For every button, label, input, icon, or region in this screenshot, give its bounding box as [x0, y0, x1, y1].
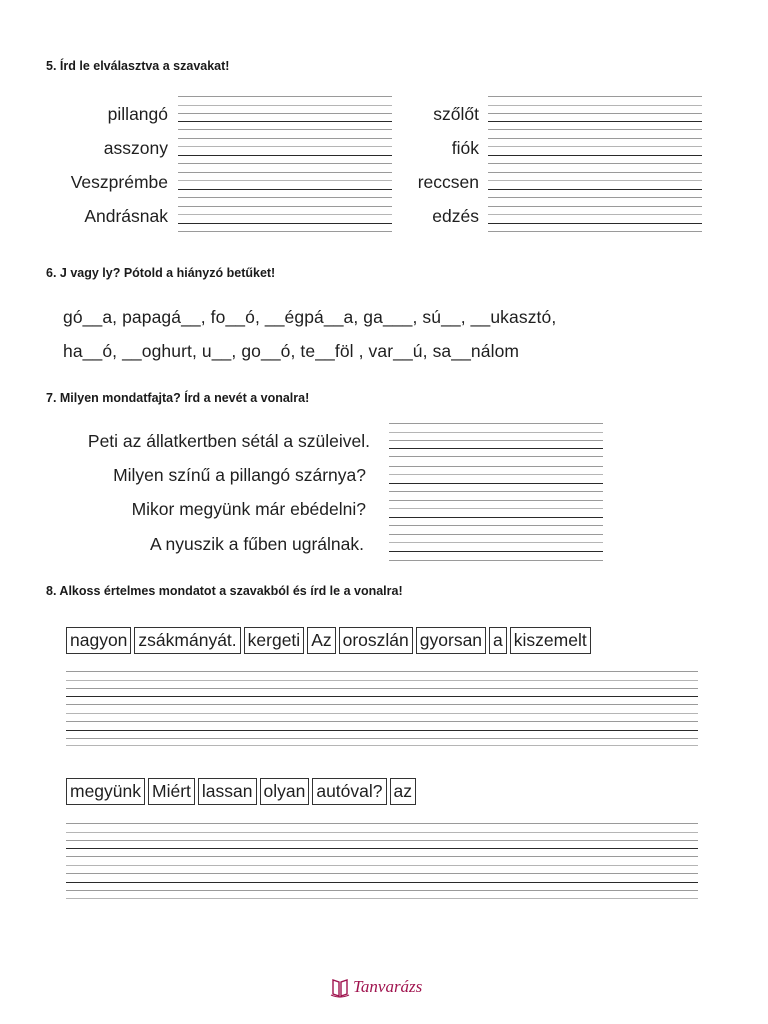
writing-lines-sentence-1[interactable] — [66, 671, 698, 746]
word-box[interactable]: olyan — [260, 778, 310, 805]
word-box-row-1 — [66, 627, 591, 654]
writing-lines-left[interactable] — [178, 96, 392, 236]
sentence-4: A nyuszik a fűben ugrálnak. — [149, 534, 364, 554]
word-box[interactable]: nagyon — [66, 627, 131, 654]
exercise-6-heading: 6. J vagy ly? Pótold a hiányzó betűket! — [46, 266, 276, 280]
word-box[interactable]: a — [489, 627, 507, 654]
word-box[interactable]: zsákmányát. — [134, 627, 240, 654]
exercise-5-heading: 5. Írd le elválasztva a szavakat! — [46, 59, 230, 73]
writing-lines-sentence-2[interactable] — [66, 823, 698, 899]
word-left-1: pillangó — [107, 104, 168, 124]
writing-lines-sentence-type[interactable] — [389, 423, 603, 568]
exercise-8-heading: 8. Alkoss értelmes mondatot a szavakból és írd le a vonalra! — [46, 584, 403, 598]
word-left-2: asszony — [103, 138, 168, 158]
word-box[interactable]: gyorsan — [416, 627, 486, 654]
word-right-1: szőlőt — [433, 104, 479, 124]
fill-line-1: gó__a, papagá__, fo__ó, __égpá__a, ga___, sú__, __ukasztó, — [63, 307, 557, 327]
word-box[interactable]: megyünk — [66, 778, 145, 805]
fill-line-2: ha__ó, __oghurt, u__, go__ó, te__föl , var__ú, sa__nálom — [63, 341, 520, 361]
word-box-row-2 — [66, 778, 416, 805]
writing-lines-right[interactable] — [488, 96, 702, 236]
word-left-4: Andrásnak — [84, 206, 168, 226]
exercise-7-heading: 7. Milyen mondatfajta? Írd a nevét a vonalra! — [46, 391, 310, 405]
word-box[interactable]: kiszemelt — [510, 627, 591, 654]
word-right-2: fiók — [451, 138, 479, 158]
word-right-4: edzés — [432, 206, 479, 226]
word-box[interactable]: az — [390, 778, 416, 805]
logo-text: Tanvarázs — [353, 977, 423, 996]
word-right-3: reccsen — [417, 172, 479, 192]
word-box[interactable]: lassan — [198, 778, 257, 805]
sentence-3: Mikor megyünk már ebédelni? — [131, 499, 366, 519]
word-box[interactable]: Az — [307, 627, 335, 654]
word-box[interactable]: autóval? — [312, 778, 386, 805]
word-box[interactable]: Miért — [148, 778, 195, 805]
sentence-1: Peti az állatkertben sétál a szüleivel. — [87, 431, 370, 451]
word-box[interactable]: oroszlán — [339, 627, 413, 654]
word-left-3: Veszprémbe — [70, 172, 168, 192]
sentence-2: Milyen színű a pillangó szárnya? — [113, 465, 366, 485]
word-box[interactable]: kergeti — [244, 627, 305, 654]
footer-logo — [330, 976, 422, 998]
book-icon — [330, 976, 350, 998]
